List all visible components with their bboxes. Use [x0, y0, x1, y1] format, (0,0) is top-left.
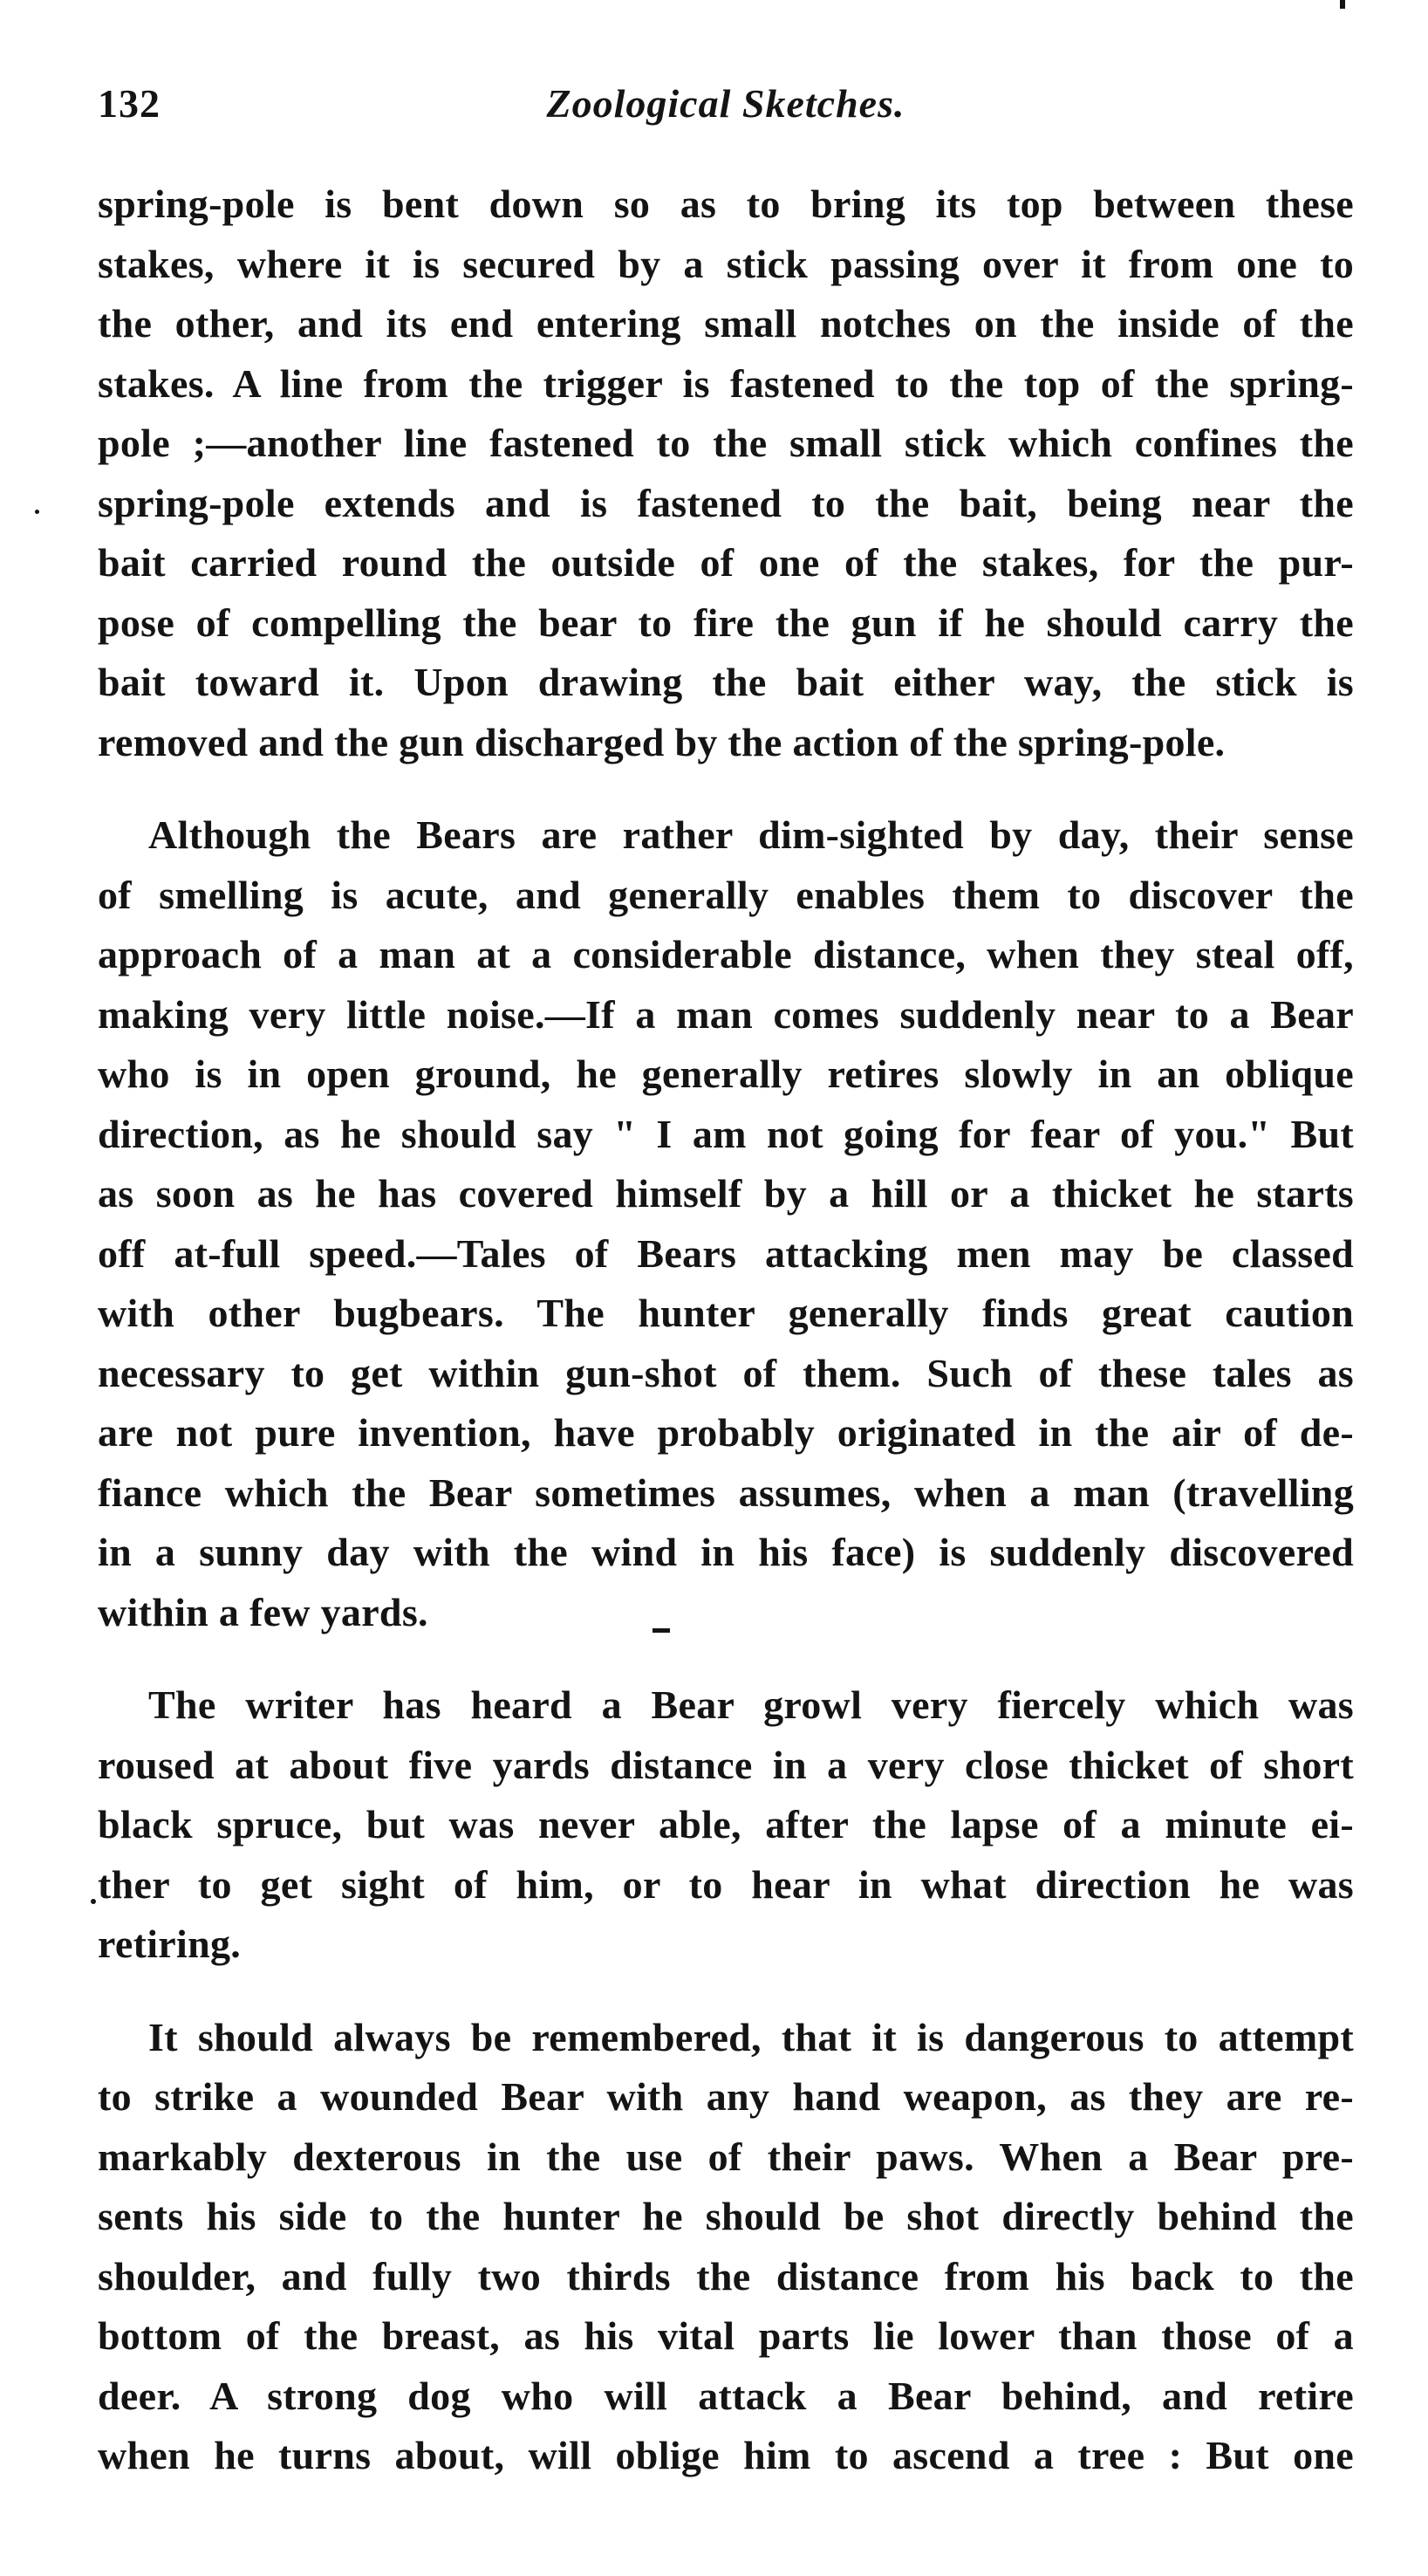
text-line: within a few yards.: [98, 1589, 428, 1634]
text-line: sents his side to the hunter he should be shot directly behind the: [98, 2194, 1354, 2238]
paragraph-bear-senses: [98, 805, 1354, 1642]
running-title: Zoological Sketches.: [546, 81, 905, 126]
text-line: in a sunny day with the wind in his face) is suddenly discovered: [98, 1530, 1354, 1574]
text-line: spring-pole extends and is fastened to the bait, being near the: [98, 480, 1354, 525]
text-line: of smelling is acute, and generally enables them to discover the: [98, 872, 1354, 917]
text-line: when he turns about, will oblige him to ascend a tree : But one: [98, 2433, 1354, 2477]
text-line: approach of a man at a considerable distance, when they steal off,: [98, 932, 1354, 976]
text-line: deer. A strong dog who will attack a Bear behind, and retire: [98, 2373, 1354, 2418]
text-line: necessary to get within gun-shot of them. Such of these tales as: [98, 1350, 1354, 1395]
text-line: It should always be remembered, that it is dangerous to attempt: [148, 2014, 1354, 2059]
text-line: markably dexterous in the use of their paws. When a Bear pre-: [98, 2134, 1354, 2179]
text-line: direction, as he should say " I am not going for fear of you." But: [98, 1111, 1354, 1156]
text-line: are not pure invention, have probably originated in the air of de-: [98, 1410, 1354, 1455]
text-line: roused at about five yards distance in a very close thicket of short: [98, 1742, 1354, 1787]
text-line: ther to get sight of him, or to hear in what direction he was: [98, 1861, 1354, 1907]
text-line: bait toward it. Upon drawing the bait either way, the stick is: [98, 660, 1354, 704]
text-line: bait carried round the outside of one of the stakes, for the pur-: [98, 540, 1354, 585]
print-speck: [91, 1899, 96, 1904]
page-number: 132: [98, 81, 161, 126]
paragraph-wounded-bear: [98, 2008, 1354, 2486]
body-text: [98, 175, 1354, 2486]
text-line: off at-full speed.—Tales of Bears attacking men may be classed: [98, 1230, 1354, 1276]
text-line: the other, and its end entering small notches on the inside of the: [98, 301, 1354, 346]
text-line: making very little noise.—If a man comes suddenly near to a Bear: [98, 991, 1354, 1037]
text-line: as soon as he has covered himself by a hill or a thicket he starts: [98, 1171, 1354, 1216]
page-header: [98, 80, 1354, 141]
text-line: shoulder, and fully two thirds the distance from his back to the: [98, 2253, 1354, 2299]
text-line: fiance which the Bear sometimes assumes, when a man (travelling: [98, 1470, 1354, 1515]
text-line: bottom of the breast, as his vital parts lie lower than those of a: [98, 2313, 1354, 2358]
print-speck: [1340, 0, 1345, 9]
paragraph-bear-growl: [98, 1675, 1354, 1975]
text-line: who is in open ground, he generally retires slowly in an oblique: [98, 1052, 1354, 1096]
text-line: The writer has heard a Bear growl very fiercely which was: [148, 1682, 1354, 1727]
text-line: Although the Bears are rather dim-sighted by day, their sense: [148, 812, 1354, 857]
text-line: spring-pole is bent down so as to bring its top between these: [98, 182, 1354, 226]
print-speck: [653, 1628, 670, 1633]
text-line: removed and the gun discharged by the action of the spring-pole.: [98, 719, 1226, 764]
text-line: stakes, where it is secured by a stick passing over it from one to: [98, 241, 1354, 286]
text-line: stakes. A line from the trigger is fastened to the top of the spring-: [98, 360, 1354, 406]
text-line: to strike a wounded Bear with any hand weapon, as they are re-: [98, 2074, 1354, 2119]
text-line: retiring.: [98, 1922, 242, 1966]
text-line: pose of compelling the bear to fire the gun if he should carry the: [98, 599, 1354, 645]
text-line: black spruce, but was never able, after the lapse of a minute ei-: [98, 1802, 1354, 1846]
paragraph-trap-description: [98, 175, 1354, 772]
print-speck: [35, 510, 39, 514]
text-line: with other bugbears. The hunter generally finds great caution: [98, 1291, 1354, 1335]
text-line: pole ;—another line fastened to the small stick which confines the: [98, 421, 1354, 465]
